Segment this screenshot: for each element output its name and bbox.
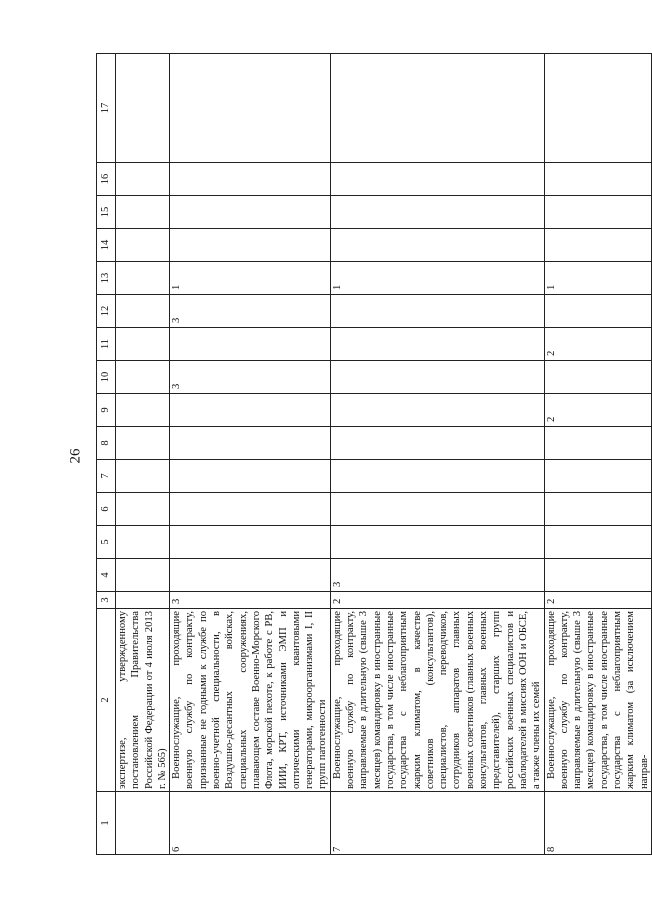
page-number: 26 bbox=[67, 448, 83, 464]
table-row bbox=[330, 54, 544, 855]
row-description: Военнослужащие, проходящие военную службу по контракту, направляемые в длительную (свыше 3 месяцев) командировку в иностранные государства, в том числе иностранные государства с неблагоприятным жарким климатом, в качестве советников (консультантов), специалистов, переводчиков, сотрудников аппаратов главных военных советников (главных военных консультантов, главных военных представителей), старших групп российских военных специалистов и наблюдателей в миссиях ООН и ОБСЕ, а также члены их семей bbox=[330, 609, 544, 792]
table-cell: 1 bbox=[544, 262, 651, 295]
row-number: 8 bbox=[544, 792, 651, 855]
header-cell: 10 bbox=[97, 361, 116, 394]
table-cell bbox=[544, 54, 651, 163]
row-number: 6 bbox=[170, 792, 331, 855]
table-cell bbox=[544, 229, 651, 262]
row-description: Военнослужащие, проходящие военную службу по контракту, признанные не годными к службе по военно-учетной специальности, в Воздушно-десантных войсках, специальных сооружениях, плавающем составе Военно-Морского Флота, морской пехоте, к работе с РВ, ИИИ, КРТ, источниками ЭМП и оптическими квантовыми генераторами, микроорганизмами I, II групп патогенности bbox=[170, 609, 331, 792]
table-row bbox=[170, 54, 331, 855]
table-cell bbox=[330, 427, 544, 460]
table-cell bbox=[544, 559, 651, 592]
header-cell: 12 bbox=[97, 295, 116, 328]
table-cell bbox=[544, 295, 651, 328]
table-cell: 2 bbox=[544, 328, 651, 361]
table-cell bbox=[330, 460, 544, 493]
table-cell bbox=[170, 493, 331, 526]
header-cell: 2 bbox=[97, 609, 116, 792]
table-cell bbox=[116, 328, 170, 361]
table-cell bbox=[170, 196, 331, 229]
table-cell: 3 bbox=[170, 295, 331, 328]
table-cell bbox=[116, 592, 170, 609]
header-cell: 11 bbox=[97, 328, 116, 361]
table-cell bbox=[330, 328, 544, 361]
table-cell bbox=[116, 526, 170, 559]
table-cell: 3 bbox=[330, 559, 544, 592]
table-cell bbox=[544, 427, 651, 460]
row-description: Военнослужащие, проходящие военную службу по контракту, направляемые в длительную (свыше 3 месяцев) командировку в иностранные государства, в том числе иностранные государства с неблагоприятным жарким климатом (за исключением направ- bbox=[544, 609, 651, 792]
table-row bbox=[544, 54, 651, 855]
table-cell: 2 bbox=[544, 592, 651, 609]
table-cell bbox=[330, 163, 544, 196]
header-cell: 9 bbox=[97, 394, 116, 427]
table-cell bbox=[330, 295, 544, 328]
table-cell: 1 bbox=[170, 262, 331, 295]
table-cell bbox=[544, 460, 651, 493]
table-cell bbox=[116, 196, 170, 229]
header-cell: 8 bbox=[97, 427, 116, 460]
table-cell: 2 bbox=[330, 592, 544, 609]
table-cell bbox=[330, 229, 544, 262]
header-cell: 13 bbox=[97, 262, 116, 295]
table-cell bbox=[330, 54, 544, 163]
table-cell bbox=[330, 361, 544, 394]
table-cell bbox=[544, 163, 651, 196]
table-cell bbox=[330, 394, 544, 427]
table-cell bbox=[170, 229, 331, 262]
table-cell bbox=[170, 427, 331, 460]
table-cell bbox=[170, 394, 331, 427]
table-cell bbox=[170, 54, 331, 163]
table-cell bbox=[170, 526, 331, 559]
header-cell: 7 bbox=[97, 460, 116, 493]
table-cell bbox=[116, 460, 170, 493]
table-cell bbox=[544, 361, 651, 394]
table-cell bbox=[116, 394, 170, 427]
table-cell bbox=[330, 196, 544, 229]
header-cell: 15 bbox=[97, 196, 116, 229]
table-cell bbox=[544, 526, 651, 559]
table-cell bbox=[544, 493, 651, 526]
header-cell: 16 bbox=[97, 163, 116, 196]
table-cell: 2 bbox=[544, 394, 651, 427]
row-description: экспертизе, утвержденному постановлением Правительства Российской Федерации от 4 июля 2013 г. № 565) bbox=[116, 609, 170, 792]
table-cell bbox=[116, 427, 170, 460]
header-cell: 6 bbox=[97, 493, 116, 526]
table-cell bbox=[170, 328, 331, 361]
row-number: 7 bbox=[330, 792, 544, 855]
table-cell bbox=[116, 295, 170, 328]
table-cell bbox=[116, 559, 170, 592]
data-table bbox=[96, 53, 652, 855]
table-cell bbox=[116, 262, 170, 295]
table-cell: 1 bbox=[330, 262, 544, 295]
table-row bbox=[116, 54, 170, 855]
header-cell: 17 bbox=[97, 54, 116, 163]
table-cell bbox=[330, 493, 544, 526]
table-area bbox=[96, 65, 650, 855]
table-cell: 3 bbox=[170, 592, 331, 609]
header-cell: 5 bbox=[97, 526, 116, 559]
header-cell: 14 bbox=[97, 229, 116, 262]
table-cell bbox=[170, 559, 331, 592]
table-cell bbox=[116, 229, 170, 262]
header-cell: 4 bbox=[97, 559, 116, 592]
table-cell bbox=[116, 493, 170, 526]
table-cell bbox=[170, 163, 331, 196]
table-cell bbox=[330, 526, 544, 559]
row-number bbox=[116, 792, 170, 855]
table-cell bbox=[116, 54, 170, 163]
table-cell bbox=[116, 361, 170, 394]
table-cell bbox=[170, 460, 331, 493]
table-cell bbox=[544, 196, 651, 229]
header-row bbox=[97, 54, 116, 855]
header-cell: 3 bbox=[97, 592, 116, 609]
header-cell: 1 bbox=[97, 792, 116, 855]
table-cell bbox=[116, 163, 170, 196]
table-cell: 3 bbox=[170, 361, 331, 394]
